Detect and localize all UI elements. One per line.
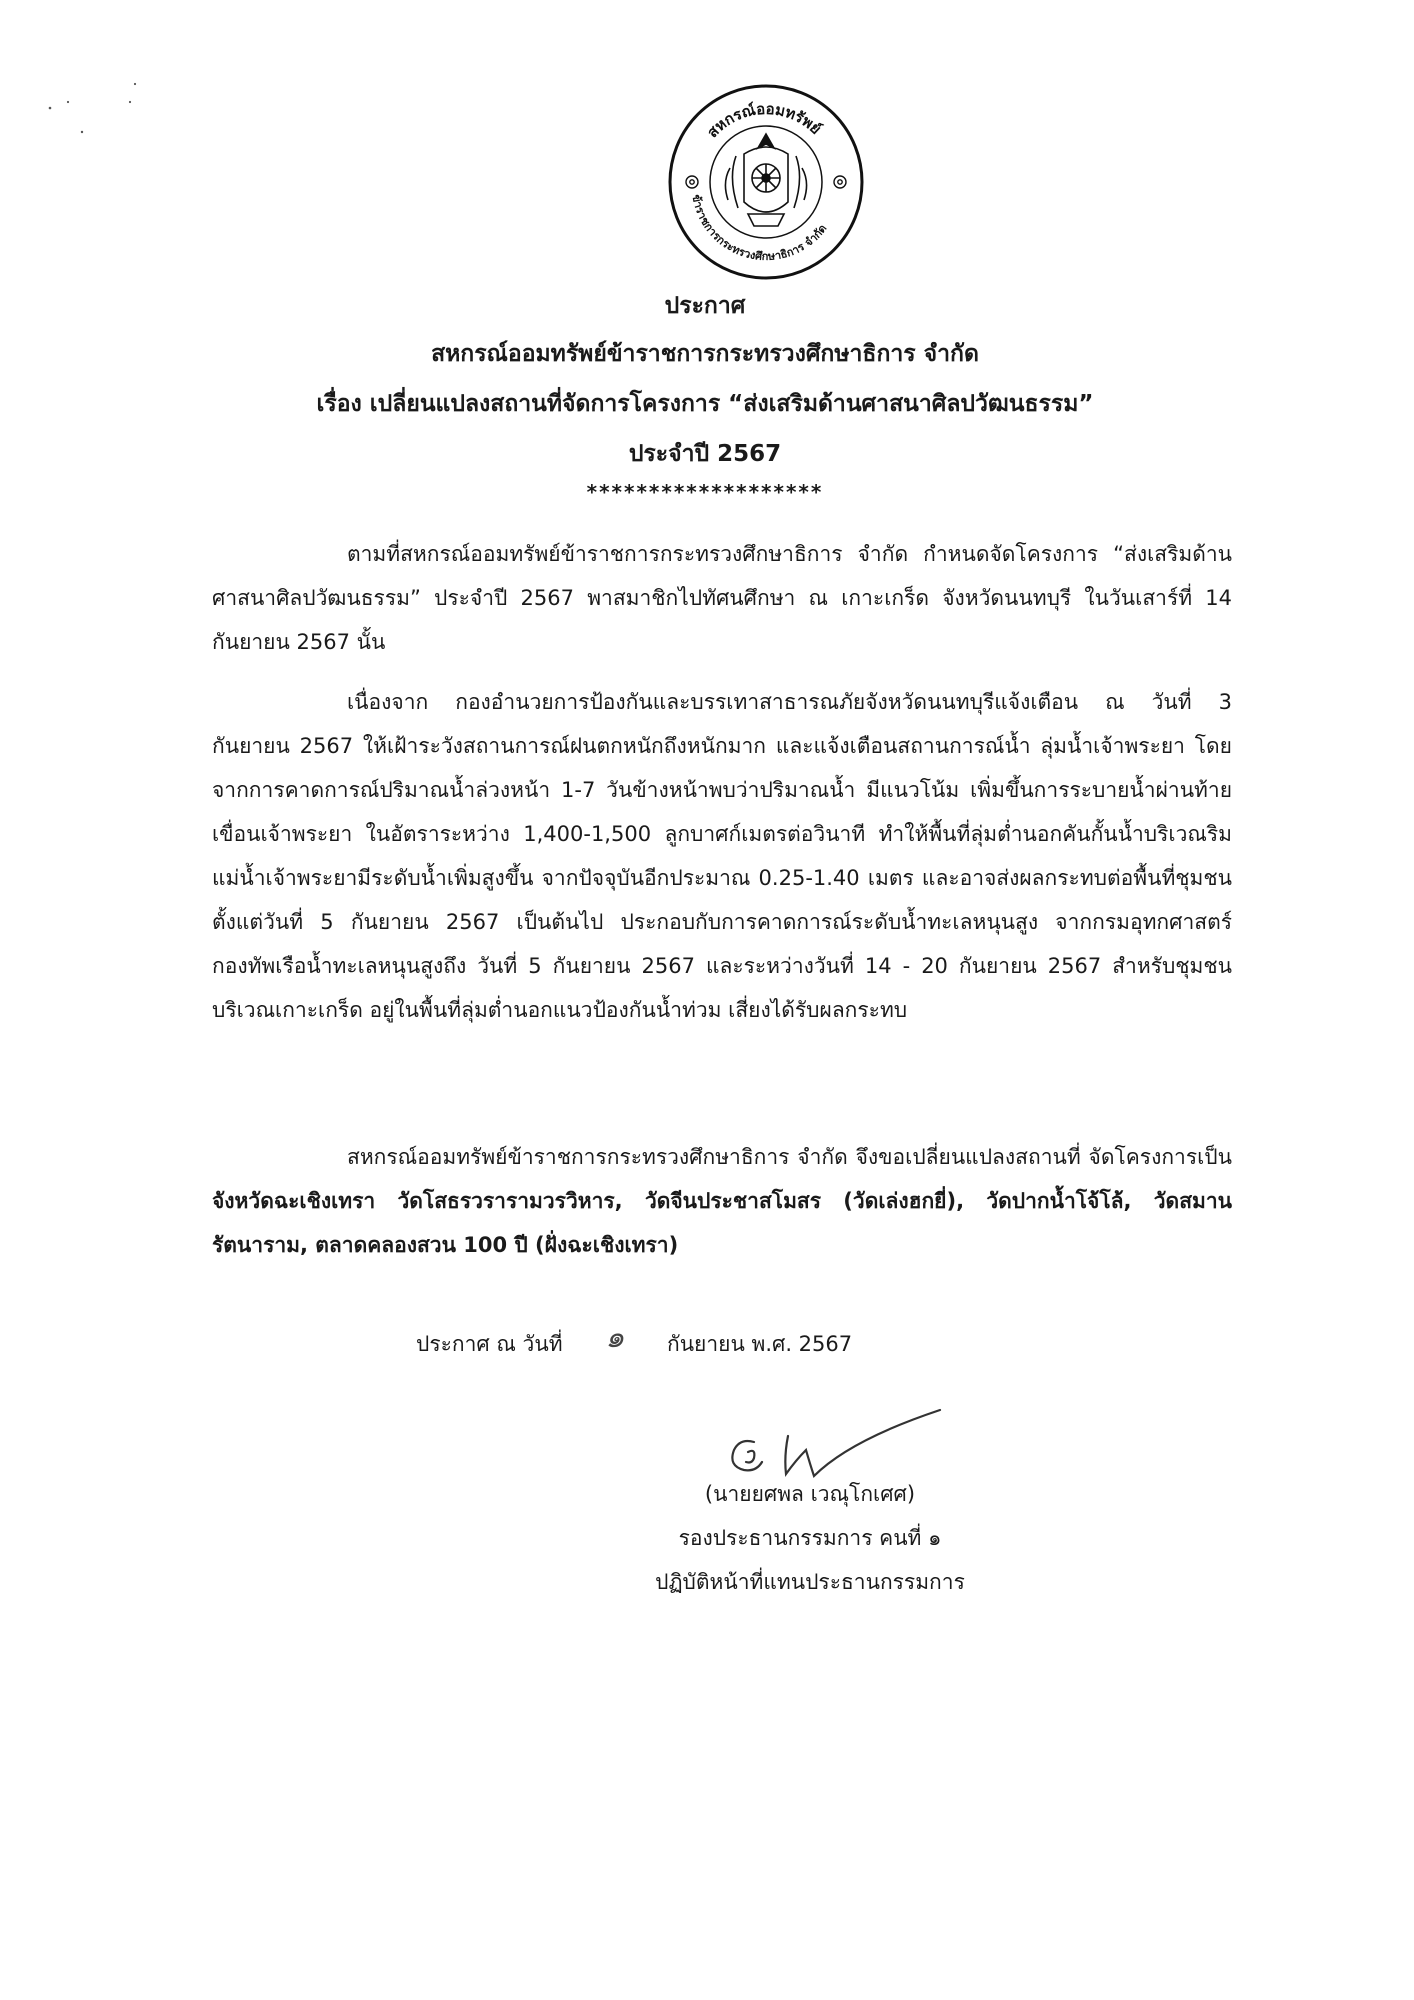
announce-date-line	[416, 1318, 852, 1365]
subject-line: เรื่อง เปลี่ยนแปลงสถานที่จัดการโครงการ “ส่งเสริมด้านศาสนาศิลปวัฒนธรรม”	[316, 391, 1094, 417]
svg-text:สหกรณ์ออมทรัพย์	[703, 100, 824, 141]
paragraph-new-location	[212, 1135, 1232, 1267]
scan-specks	[40, 80, 160, 150]
separator-stars: *******************	[586, 480, 824, 504]
handwritten-signature-icon	[710, 1390, 970, 1490]
svg-text:ข้าราชการกระทรวงศึกษาธิการ จำก	[690, 194, 830, 264]
paragraph-2-text: เนื่องจาก กองอำนวยการป้องกันและบรรเทาสาธารณภัยจังหวัดนนทบุรีแจ้งเตือน ณ วันที่ 3 กันยายน 2567 ให้เฝ้าระวังสถานการณ์ฝนตกหนักถึงหนักมาก และแจ้งเตือนสถานการณ์น้ำ ลุ่มน้ำเจ้าพระยา โดยจากการคาดการณ์ปริมาณน้ำล่วงหน้า 1-7 วันข้างหน้าพบว่าปริมาณน้ำ มีแนวโน้ม เพิ่มขึ้นการระบายน้ำผ่านท้ายเขื่อนเจ้าพระยา ในอัตราระหว่าง 1,400-1,500 ลูกบาศก์เมตรต่อวินาที ทำให้พื้นที่ลุ่มต่ำนอกคันกั้นน้ำบริเวณริมแม่น้ำเจ้าพระยามีระดับน้ำเพิ่มสูงขึ้น จากปัจจุบันอีกประมาณ 0.25-1.40 เมตร และอาจส่งผลกระทบต่อพื้นที่ชุมชน ตั้งแต่วันที่ 5 กันยายน 2567 เป็นต้นไป ประกอบกับการคาดการณ์ระดับน้ำทะเลหนุนสูง จากกรมอุทกศาสตร์ กองทัพเรือน้ำทะเลหนุนสูงถึง วันที่ 5 กันยายน 2567 และระหว่างวันที่ 14 - 20 กันยายน 2567 สำหรับชุมชนบริเวณเกาะเกร็ด อยู่ในพื้นที่ลุ่มต่ำนอกแนวป้องกันน้ำท่วม เสี่ยงได้รับผลกระทบ	[212, 690, 1232, 1022]
announcement-label: ประกาศ	[664, 293, 746, 319]
seal-top-text: สหกรณ์ออมทรัพย์	[703, 99, 825, 142]
paragraph-background	[212, 532, 1232, 664]
seal-bottom-text: ข้าราชการกระทรวงศึกษาธิการ จำกัด	[689, 193, 830, 264]
paragraph-reason	[212, 680, 1232, 1032]
paragraph-1-text: ตามที่สหกรณ์ออมทรัพย์ข้าราชการกระทรวงศึกษาธิการ จำกัด กำหนดจัดโครงการ “ส่งเสริมด้านศาสนาศิลปวัฒนธรรม” ประจำปี 2567 พาสมาชิกไปทัศนศึกษา ณ เกาะเกร็ด จังหวัดนนทบุรี ในวันเสาร์ที่ 14 กันยายน 2567 นั้น	[212, 542, 1232, 654]
cooperative-seal-icon	[666, 82, 866, 282]
new-locations: จังหวัดฉะเชิงเทรา วัดโสธรวรารามวรวิหาร, วัดจีนประชาสโมสร (วัดเล่งฮกยี่), วัดปากน้ำโจ้โล้, วัดสมานรัตนาราม, ตลาดคลองสวน 100 ปี (ฝั่งฉะเชิงเทรา)	[212, 1189, 1232, 1257]
signatory-name: (นายยศพล เวณุโกเศศ)	[704, 1482, 916, 1506]
announce-month-year: กันยายน พ.ศ. 2567	[666, 1332, 853, 1356]
signatory-acting-role: ปฏิบัติหน้าที่แทนประธานกรรมการ	[655, 1570, 965, 1594]
signatory-position: รองประธานกรรมการ คนที่ ๑	[678, 1526, 942, 1550]
year-line: ประจำปี 2567	[628, 441, 782, 467]
paragraph-3-intro: สหกรณ์ออมทรัพย์ข้าราชการกระทรวงศึกษาธิการ จำกัด จึงขอเปลี่ยนแปลงสถานที่ จัดโครงการเป็น	[347, 1145, 1232, 1169]
announce-day-handwritten: ๑	[605, 1320, 625, 1355]
paragraph-3-text	[212, 1135, 1232, 1267]
organization-name: สหกรณ์ออมทรัพย์ข้าราชการกระทรวงศึกษาธิการ จำกัด	[431, 341, 979, 367]
announce-prefix: ประกาศ ณ วันที่	[416, 1332, 563, 1356]
